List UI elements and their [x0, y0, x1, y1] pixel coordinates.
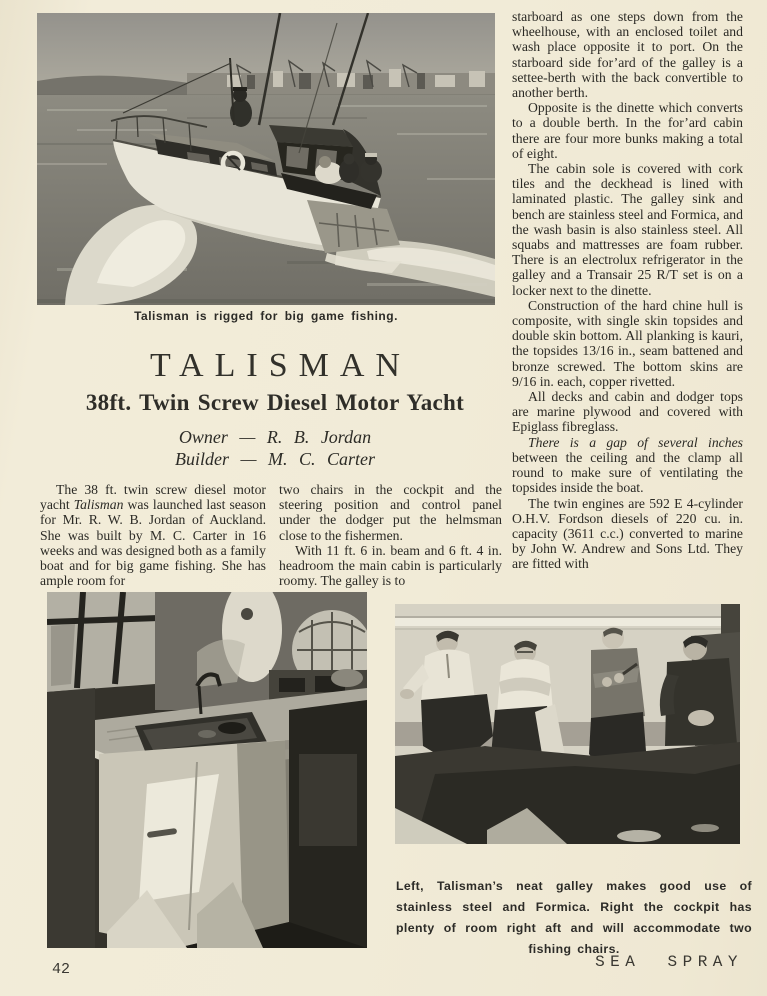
article-paragraph: [40, 482, 266, 588]
paragraph-text: was launched last season for Mr. R. W. B. Jordan of Auckland. She was built by M. C. Carter in 16 weeks and was designed both as a family boat and for big game fishing. She has ample room for: [40, 497, 266, 589]
article-paragraph: All decks and cabin and dodger tops are marine plywood and covered with Epiglass fibreglass.: [512, 389, 743, 435]
cockpit-photo: [395, 604, 740, 844]
boat-photo-art: [37, 13, 495, 305]
paragraph-text: The 38 ft. twin screw diesel motor yacht: [40, 482, 266, 513]
right-column: [512, 9, 743, 572]
article-paragraph: The cabin sole is covered with cork tiles and the deckhead is lined with laminated plastic. The galley sink and bench are stainless steel and Formica, and the wash basin is also stainless steel. All squabs and mattresses are foam rubber. There is an electrolux refrigerator in the galley and a Transair 25 R/T set is on a locker next to the dinette.: [512, 161, 743, 298]
galley-photo-art: [47, 592, 367, 948]
article-paragraph: Opposite is the dinette which converts to a double berth. In the for’ard cabin there are four more bunks making a total of eight.: [512, 100, 743, 161]
bottom-photos-caption: Left, Talisman’s neat galley makes good use of stainless steel and Formica. Right the cockpit has plenty of room right aft and will accommodate two fishing chairs.: [396, 879, 752, 956]
boat-photo: [37, 13, 495, 305]
owner-line: Owner — R. B. Jordan: [178, 427, 372, 447]
galley-photo: [47, 592, 367, 948]
top-photo-caption: Talisman is rigged for big game fishing.: [134, 309, 398, 323]
article-paragraph: two chairs in the cockpit and the steering position and control panel under the dodger put the helmsman close to the fishermen.: [279, 482, 502, 543]
article-paragraph: The twin engines are 592 E 4-cylinder O.H.V. Fordson diesels of 220 cu. in. capacity (3611 c.c.) converted to marine by John W. Andrew and Sons Ltd. They are fitted with: [512, 495, 743, 572]
middle-column: [279, 482, 502, 588]
magazine-name: SEA SPRAY: [595, 953, 743, 971]
article-subtitle: 38ft. Twin Screw Diesel Motor Yacht: [85, 390, 465, 415]
boat-name-italic: Talisman: [73, 497, 124, 513]
article-title: TALISMAN: [150, 347, 411, 384]
paragraph-text: between the ceiling and the clamp all round to make sure of ventilating the topsides inside the boat.: [512, 449, 743, 496]
cockpit-photo-art: [395, 604, 740, 844]
article-paragraph: [512, 435, 743, 496]
page-number: 42: [52, 961, 71, 978]
builder-line: Builder — M. C. Carter: [174, 449, 375, 469]
italic-lead: There is a gap of several inches: [528, 434, 743, 450]
article-paragraph: With 11 ft. 6 in. beam and 6 ft. 4 in. headroom the main cabin is particularly roomy. The galley is to: [279, 542, 502, 589]
article-paragraph: Construction of the hard chine hull is composite, with single skin topsides and double skin bottom. All planking is kauri, the topsides 13/16 in., seam battened and bronze screwed. The bottom skins are 9/16 in. each, copper rivetted.: [512, 297, 743, 389]
left-column: [40, 482, 266, 588]
article-paragraph: starboard as one steps down from the wheelhouse, with an enclosed toilet and wash place opposite it to port. On the starboard side for’ard of the galley is a settee-berth with the back convertible to another berth.: [512, 9, 743, 101]
